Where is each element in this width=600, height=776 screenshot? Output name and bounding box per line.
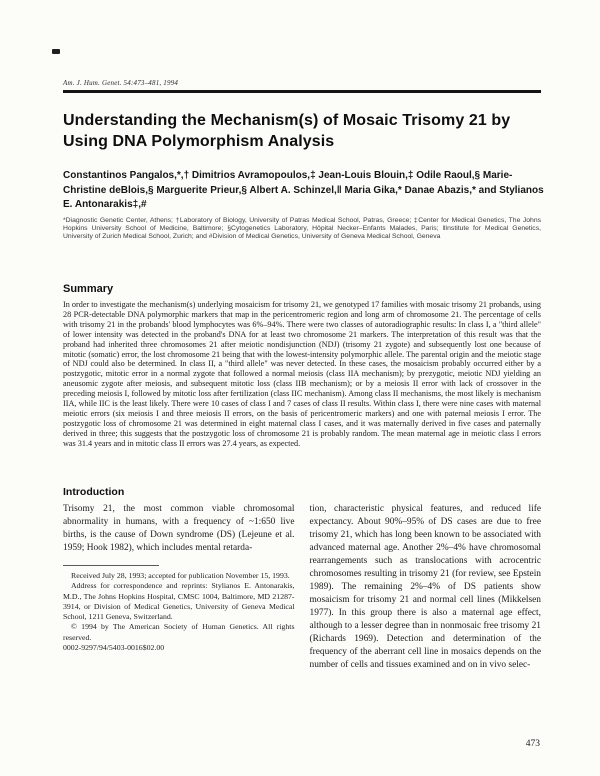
intro-column-right-text: tion, characteristic physical features, and reduced life expectancy. About 90%–95% of DS cases are due to free trisomy 21, which has long been known to be associated with advanced maternal age. Another 2%–4% have chromosomal rearrangements such as translocations with acrocentric chromosomes resulting in trisomy 21 (for review, see Epstein 1989). The remaining 2%–4% of DS patients show mosaicism for trisomy 21 and normal cell lines (Mikkelsen 1977). In this group there is also a maternal age effect, although to a lesser degree than in nonmosaic free trisomy 21 (Richards 1969). Detection and determination of the frequency of the aberrant cell line in mosaics depends on the number of cells and tissues examined and on in vivo selec- xyxy=(309,504,541,670)
footnote-code: 0002-9297/94/5403-0016$02.00 xyxy=(63,643,165,653)
footnote-received: Received July 28, 1993; accepted for publication November 15, 1993. xyxy=(71,571,290,580)
footnote-copyright: © 1994 by The American Society of Human Genetics. All rights reserved. xyxy=(63,622,295,642)
header-rule xyxy=(63,90,541,93)
footnote-separator xyxy=(63,565,159,566)
footnote-address: Address for correspondence and reprints: Stylianos E. Antonarakis, M.D., The Johns Hopkins Hospital, CMSC 1004, Baltimore, MD 21287-3914, or Division of Medical Genetics, University of Geneva Medical School, 1211 Geneva, Switzerland. xyxy=(63,581,295,622)
summary-heading: Summary xyxy=(63,283,114,295)
left-column xyxy=(63,486,295,672)
scan-artifact xyxy=(52,49,60,54)
page-number: 473 xyxy=(525,739,540,749)
affiliations: *Diagnostic Genetic Center, Athens; †Laboratory of Biology, University of Patras Medical School, Patras, Greece; ‡Center for Medical Genetics, The Johns Hopkins University School of Medicine, Baltimore; §Cytogenetics Laboratory, Hôpital Necker–Enfants Malades, Paris; ‖Institute for Medical Genetics, University of Zurich Medical School, Zurich; and #Division of Medical Genetics, University of Geneva Medical School, Geneva xyxy=(63,217,541,241)
introduction-heading: Introduction xyxy=(63,486,125,498)
author-list: Constantinos Pangalos,*,† Dimitrios Avramopoulos,‡ Jean-Louis Blouin,‡ Odile Raoul,§ Marie-Christine deBlois,§ Marguerite Prieur,§ Albert A. Schinzel,‖ Maria Gika,* Danae Abazis,* and Stylianos E. Antonarakis‡,# xyxy=(63,170,544,210)
two-column-body xyxy=(63,486,541,672)
paper-title: Understanding the Mechanism(s) of Mosaic Trisomy 21 by Using DNA Polymorphism Analysis xyxy=(63,112,511,150)
summary-text: In order to investigate the mechanism(s) underlying mosaicism for trisomy 21, we genotyped 17 families with mosaic trisomy 21 probands, using 28 PCR-detectable DNA polymorphic markers that map in the pericentromeric region and long arm of chromosome 21. The percentage of cells with trisomy 21 in the probands' blood lymphocytes was 6%–94%. There were two classes of autoradiographic results: In class I, a "third allele" of lower intensity was detected in the proband's DNA for at least two chromosome 21 markers. The interpretation of this result was that the proband had inherited three chromosomes 21 after meiotic nondisjunction (NDJ) (trisomy 21 zygote) and subsequently lost one because of mitotic (somatic) error, the lost chromosome 21 being that with the lowest-intensity polymorphic allele. The parental origin and the meiotic stage of NDJ could also be determined. In class II, a "third allele" was never detected. In these cases, the mosaicism probably occurred either by a postzygotic, mitotic error in a normal zygote that followed a normal meiosis (class IIA mechanism); by prezygotic, meiotic NDJ yielding an aneusomic zygote after meiosis, and subsequent mitotic loss (class IIB mechanism); or by a meiosis II error with lack of crossover in the preceding meiosis I, followed by mitotic loss after fertilization (class IIC mechanism). Among class II mechanisms, the most likely is mechanism IIA, while IIC is the least likely. There were 10 cases of class I and 7 cases of class II results. Within class I, there were nine cases with maternal meiotic errors (six meiosis I and three meiosis II errors, on the basis of pericentromeric markers) and one with paternal meiosis I error. The postzygotic loss of chromosome 21 was determined in eight maternal class I cases, and it was maternally derived in five cases and paternally derived in three; this suggests that the postzygotic loss of chromosome 21 is probably random. The mean maternal age in meiotic class I errors was 31.4 years and in mitotic class II errors was 27.4 years, as expected. xyxy=(63,300,541,448)
right-column xyxy=(310,486,542,672)
journal-citation: Am. J. Hum. Genet. 54:473–481, 1994 xyxy=(63,79,179,87)
intro-column-left-text: Trisomy 21, the most common viable chromosomal abnormality in humans, with a frequency of ~1:650 live births, is the cause of Down syndrome (DS) (Lejeune et al. 1959; Hook 1982), which includes mental retarda- xyxy=(63,504,295,553)
